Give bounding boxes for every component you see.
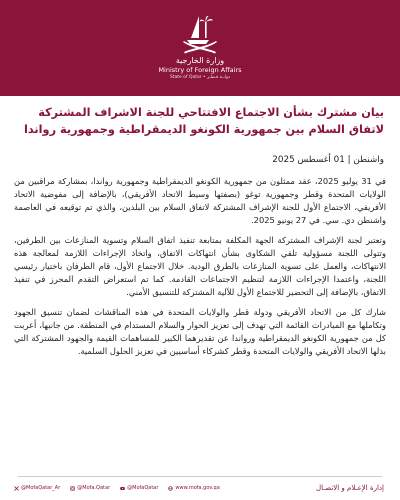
youtube-icon — [120, 486, 125, 491]
header-band — [0, 0, 400, 96]
footer-link-youtube[interactable] — [120, 483, 158, 493]
x-icon — [14, 486, 19, 491]
paragraph-1: في 31 يوليو 2025، عقد ممثلون من جمهورية الكونغو الديمقراطية وجمهورية رواندا، بمشاركة مراقبين من الولايات المتحدة وقطر وجمهورية توغو (بصفتها وسيط الاتحاد الأفريقي)، بالإضافة إلى مفوضية الاتحاد الأفريقي، الاجتماع الأول للجنة الإشراف المشتركة لاتفاق السلام بين البلدين، والذي تم توقيعه في العاصمة واشنطن دي. سي. في 27 يونيو 2025. — [14, 176, 386, 225]
ministry-name-arabic: وزارة الخارجية — [175, 56, 225, 65]
footer-link-text: @MofaQatar_Ar — [21, 485, 61, 491]
ministry-name-english: Ministry of Foreign Affairs — [158, 66, 242, 74]
statement-body — [14, 175, 386, 365]
footer-link-instagram[interactable] — [70, 483, 110, 493]
footer — [0, 482, 400, 496]
date-line: واشنطن | 01 أغسطس 2025 — [272, 155, 384, 165]
footer-divider — [18, 476, 382, 477]
footer-link-x[interactable] — [14, 483, 60, 493]
footer-link-text: www.mofa.gov.qa — [175, 485, 220, 491]
paragraph-2: وتعتبر لجنة الإشراف المشتركة الجهة المكلفة بمتابعة تنفيذ اتفاق السلام وتسوية المنازعات بين الطرفين، وتتولى اللجنة مسؤولية تلقي الشكاوى بشأن انتهاكات الاتفاق، واتخاذ الإجراءات اللازمة لمعالجة هذه الانتهاكات، والعمل على تسوية المنازعات بالطرق الودية. خلال الاجتماع الأول، قام الطرفان باختيار رئيسي اللجنة، واعتمدا الإجراءات اللازمة لتنظيم الاجتماعات القادمة. كما تم استعراض التقدم المحرز في تنفيذ الاتفاق، بالإضافة إلى التحضير للاجتماع الأول للآلية المشتركة للتنسيق الأمني. — [14, 235, 386, 297]
state-of-qatar-line: State of Qatar • دولــة قـطـر — [169, 75, 231, 80]
instagram-icon — [70, 486, 75, 491]
department-name: إدارة الإعـلام و الاتصـال — [315, 484, 384, 492]
social-links — [14, 483, 220, 493]
paragraph-3: شارك كل من الاتحاد الأفريقي ودولة قطر والولايات المتحدة في هذه المناقشات لضمان تنسيق الجهود وتكاملها مع المبادرات القائمة التي تهدف إلى تعزيز الحوار والسلام المستدام في المنطقة. من جانبها، أعربت كل من جمهورية الكونغو الديمقراطية ورواندا عن تقديرهما الكبير للمساهمات القيمة والجهود المشتركة التي بذلها الاتحاد الأفريقي والولايات المتحدة وقطر كشركاء أساسيين في تعزيز الحلول السلمية. — [14, 307, 386, 356]
statement-title: بيان مشترك بشأن الاجتماع الافتتاحي للجنة الاشراف المشتركة لاتفاق السلام بين جمهورية الكونغو الديمقراطية وجمهورية رواندا — [24, 106, 384, 136]
footer-link-text: @MofaQatar — [127, 485, 159, 491]
globe-icon — [168, 486, 173, 491]
qatar-emblem-icon — [178, 8, 222, 58]
footer-link-text: @Mofa.Qatar — [77, 485, 111, 491]
footer-link-website[interactable] — [168, 483, 219, 493]
